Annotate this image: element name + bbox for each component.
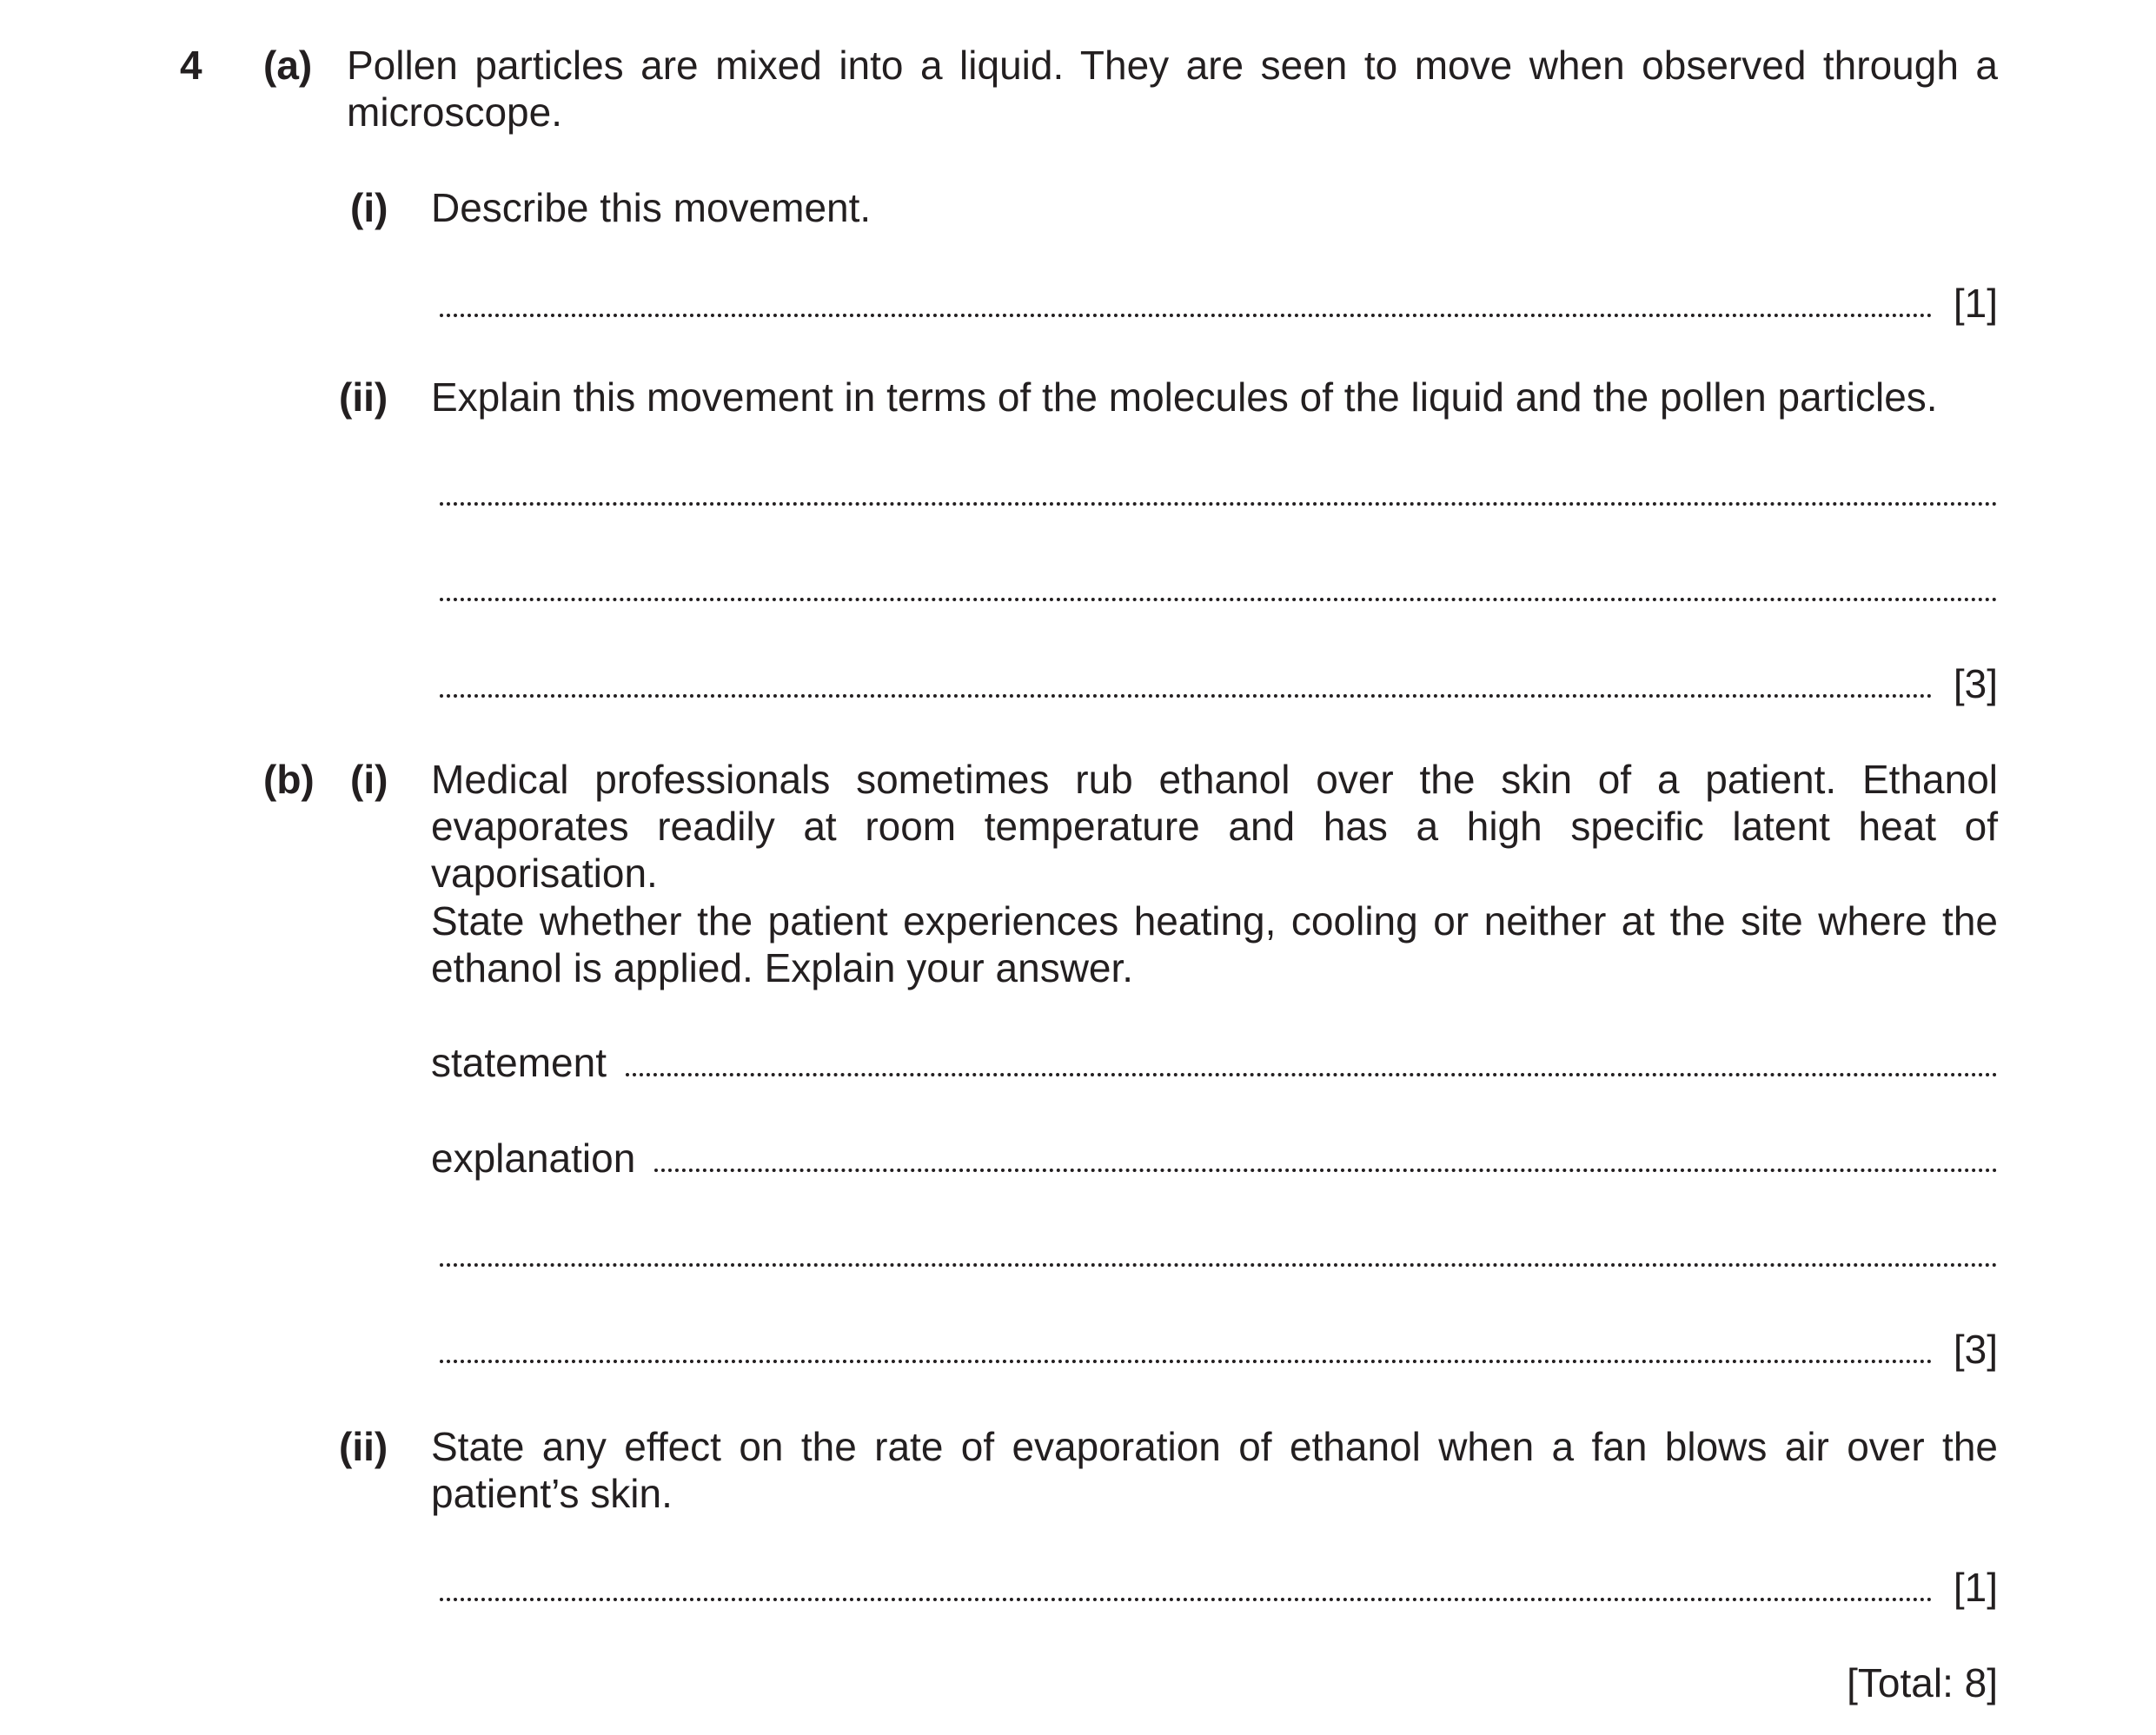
statement-answer-line[interactable]: [431, 1039, 1998, 1086]
statement-label: statement: [431, 1040, 607, 1085]
part-b-i-question: State whether the patient experiences heating, cooling or neither at the site where the ethanol is applied. Explain your answer.: [431, 898, 1998, 990]
dotted-line: [440, 281, 1933, 317]
dotted-line: [626, 1040, 1998, 1076]
part-b-i-context: Medical professionals sometimes rub ethanol over the skin of a patient. Ethanol evaporates readily at room temperature and has a high specific latent heat of vaporisation.: [431, 757, 1998, 896]
explanation-label: explanation: [431, 1136, 636, 1181]
total-marks: [Total: 8]: [1847, 1660, 1998, 1705]
mark-allocation: [1]: [1953, 1565, 1998, 1610]
part-b-ii-question: State any effect on the rate of evaporation of ethanol when a fan blows air over the patient’s skin.: [431, 1424, 1998, 1516]
answer-line-a-ii-2[interactable]: [440, 565, 1998, 612]
part-a-label: (a): [263, 43, 313, 88]
answer-line-b-i-4[interactable]: [440, 1326, 1998, 1373]
dotted-line: [440, 469, 1998, 506]
part-b-label: (b): [263, 757, 315, 802]
answer-line-a-ii-1[interactable]: [440, 469, 1998, 516]
answer-line-a-i[interactable]: [440, 280, 1998, 327]
answer-line-b-ii[interactable]: [440, 1564, 1998, 1611]
dotted-line: [654, 1136, 1998, 1172]
part-b-ii-label: (ii): [339, 1424, 388, 1469]
dotted-line: [440, 1230, 1998, 1267]
explanation-answer-line[interactable]: [431, 1135, 1998, 1182]
part-a-stem: Pollen particles are mixed into a liquid. They are seen to move when observed through a microscope.: [347, 43, 1998, 135]
part-b-i-label: (i): [350, 757, 388, 802]
part-a-ii-label: (ii): [339, 374, 388, 420]
mark-allocation: [3]: [1953, 1327, 1998, 1372]
mark-allocation: [3]: [1953, 661, 1998, 706]
part-a-i-label: (i): [350, 185, 388, 230]
dotted-line: [440, 1565, 1933, 1601]
answer-line-a-ii-3[interactable]: [440, 660, 1998, 707]
part-a-i-question: Describe this movement.: [431, 185, 872, 230]
answer-line-b-i-3[interactable]: [440, 1230, 1998, 1277]
question-number: 4: [180, 43, 202, 88]
dotted-line: [440, 565, 1998, 601]
dotted-line: [440, 661, 1933, 698]
dotted-line: [440, 1327, 1933, 1363]
part-a-ii-question: Explain this movement in terms of the molecules of the liquid and the pollen particles.: [431, 374, 1938, 420]
mark-allocation: [1]: [1953, 281, 1998, 326]
